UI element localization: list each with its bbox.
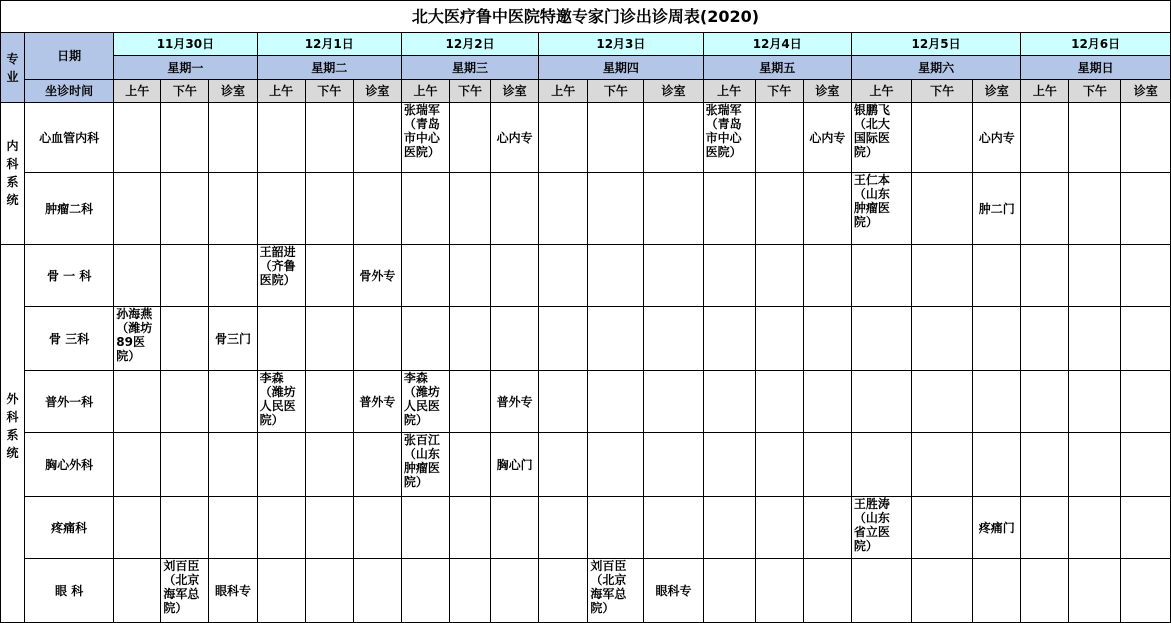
room-cell bbox=[209, 370, 257, 433]
department-name: 骨 一 科 bbox=[25, 244, 114, 307]
empty-cell bbox=[912, 307, 973, 371]
room-cell bbox=[803, 496, 851, 559]
table-row bbox=[1, 433, 1171, 497]
room-cell: 眼科专 bbox=[209, 559, 257, 623]
empty-cell bbox=[161, 102, 209, 173]
empty-cell bbox=[588, 244, 644, 307]
department-name: 心血管内科 bbox=[25, 102, 114, 173]
empty-cell bbox=[851, 370, 911, 433]
day-weekday-header: 星期四 bbox=[539, 56, 703, 79]
empty-cell bbox=[755, 496, 803, 559]
slot-am-header: 上午 bbox=[114, 79, 161, 102]
slot-pm-header: 下午 bbox=[755, 79, 803, 102]
room-cell: 疼痛门 bbox=[973, 496, 1021, 559]
room-cell bbox=[973, 433, 1021, 497]
room-cell: 普外专 bbox=[491, 370, 539, 433]
specialty-header: 专业 bbox=[1, 33, 25, 103]
empty-cell bbox=[257, 496, 305, 559]
room-cell bbox=[1121, 559, 1171, 623]
system-label bbox=[1, 102, 25, 244]
empty-cell bbox=[588, 433, 644, 497]
room-cell bbox=[491, 307, 539, 371]
room-cell bbox=[209, 244, 257, 307]
day-date-header: 12月5日 bbox=[851, 33, 1020, 56]
empty-cell bbox=[755, 244, 803, 307]
room-cell bbox=[209, 102, 257, 173]
empty-cell bbox=[401, 496, 449, 559]
room-cell: 骨三门 bbox=[209, 307, 257, 371]
empty-cell bbox=[305, 244, 353, 307]
doctor-cell bbox=[257, 370, 305, 433]
doctor-info: 张百江（山东肿瘤医院） bbox=[403, 433, 440, 490]
empty-cell bbox=[1021, 433, 1069, 497]
empty-cell bbox=[1021, 559, 1069, 623]
room-cell: 普外专 bbox=[353, 370, 401, 433]
doctor-info: 王韶进（齐鲁医院） bbox=[259, 244, 296, 287]
room-cell bbox=[353, 307, 401, 371]
date-header: 日期 bbox=[25, 33, 114, 79]
day-weekday-header: 星期五 bbox=[703, 56, 851, 79]
empty-cell bbox=[161, 433, 209, 497]
empty-cell bbox=[114, 173, 161, 245]
doctor-info: 银鹏飞（北大国际医院） bbox=[853, 102, 890, 159]
empty-cell bbox=[1021, 173, 1069, 245]
room-cell bbox=[209, 173, 257, 245]
room-cell: 眼科专 bbox=[644, 559, 703, 623]
day-weekday-header: 星期日 bbox=[1021, 56, 1171, 79]
room-cell bbox=[1121, 433, 1171, 497]
room-cell: 肿二门 bbox=[973, 173, 1021, 245]
doctor-cell bbox=[114, 307, 161, 371]
empty-cell bbox=[755, 102, 803, 173]
empty-cell bbox=[755, 173, 803, 245]
slot-am-header: 上午 bbox=[257, 79, 305, 102]
slot-am-header: 上午 bbox=[1021, 79, 1069, 102]
room-cell bbox=[491, 173, 539, 245]
empty-cell bbox=[588, 496, 644, 559]
room-cell bbox=[644, 244, 703, 307]
slot-room-header: 诊室 bbox=[1121, 79, 1171, 102]
day-weekday-header: 星期六 bbox=[851, 56, 1020, 79]
empty-cell bbox=[401, 173, 449, 245]
empty-cell bbox=[703, 496, 755, 559]
empty-cell bbox=[114, 433, 161, 497]
room-cell: 心内专 bbox=[491, 102, 539, 173]
slot-pm-header: 下午 bbox=[450, 79, 491, 102]
empty-cell bbox=[539, 433, 588, 497]
empty-cell bbox=[1021, 102, 1069, 173]
empty-cell bbox=[161, 370, 209, 433]
empty-cell bbox=[257, 307, 305, 371]
empty-cell bbox=[539, 244, 588, 307]
slot-am-header: 上午 bbox=[539, 79, 588, 102]
room-cell bbox=[644, 433, 703, 497]
empty-cell bbox=[1021, 496, 1069, 559]
empty-cell bbox=[114, 496, 161, 559]
slot-pm-header: 下午 bbox=[912, 79, 973, 102]
empty-cell bbox=[450, 559, 491, 623]
doctor-cell bbox=[588, 559, 644, 623]
empty-cell bbox=[703, 433, 755, 497]
empty-cell bbox=[851, 307, 911, 371]
empty-cell bbox=[912, 102, 973, 173]
empty-cell bbox=[305, 307, 353, 371]
department-name: 骨 三科 bbox=[25, 307, 114, 371]
doctor-cell bbox=[401, 433, 449, 497]
empty-cell bbox=[257, 102, 305, 173]
day-date-header: 12月2日 bbox=[401, 33, 538, 56]
slot-am-header: 上午 bbox=[401, 79, 449, 102]
empty-cell bbox=[755, 370, 803, 433]
room-cell bbox=[644, 307, 703, 371]
time-header: 坐诊时间 bbox=[25, 79, 114, 102]
table-row bbox=[1, 102, 1171, 173]
empty-cell bbox=[912, 559, 973, 623]
empty-cell bbox=[305, 173, 353, 245]
room-cell: 骨外专 bbox=[353, 244, 401, 307]
slot-pm-header: 下午 bbox=[588, 79, 644, 102]
slot-am-header: 上午 bbox=[703, 79, 755, 102]
empty-cell bbox=[588, 173, 644, 245]
empty-cell bbox=[912, 496, 973, 559]
day-date-header: 12月1日 bbox=[257, 33, 401, 56]
empty-cell bbox=[755, 433, 803, 497]
slot-room-header: 诊室 bbox=[209, 79, 257, 102]
doctor-cell bbox=[703, 102, 755, 173]
empty-cell bbox=[703, 307, 755, 371]
doctor-info: 张瑞军（青岛市中心医院） bbox=[403, 102, 440, 159]
empty-cell bbox=[1021, 244, 1069, 307]
empty-cell bbox=[161, 244, 209, 307]
system-label-text: 外科系统 bbox=[6, 392, 19, 460]
empty-cell bbox=[588, 102, 644, 173]
room-cell bbox=[973, 559, 1021, 623]
empty-cell bbox=[305, 559, 353, 623]
empty-cell bbox=[161, 307, 209, 371]
slot-room-header: 诊室 bbox=[973, 79, 1021, 102]
empty-cell bbox=[450, 496, 491, 559]
doctor-info: 李森（潍坊人民医院） bbox=[403, 370, 440, 427]
department-name: 眼 科 bbox=[25, 559, 114, 623]
system-label-text: 内科系统 bbox=[6, 139, 19, 208]
empty-cell bbox=[588, 370, 644, 433]
room-cell bbox=[803, 559, 851, 623]
empty-cell bbox=[114, 559, 161, 623]
empty-cell bbox=[703, 173, 755, 245]
empty-cell bbox=[1069, 244, 1121, 307]
room-cell bbox=[491, 244, 539, 307]
empty-cell bbox=[1069, 433, 1121, 497]
room-cell bbox=[803, 173, 851, 245]
empty-cell bbox=[539, 370, 588, 433]
room-cell bbox=[209, 433, 257, 497]
empty-cell bbox=[539, 307, 588, 371]
empty-cell bbox=[450, 173, 491, 245]
empty-cell bbox=[114, 102, 161, 173]
empty-cell bbox=[1069, 370, 1121, 433]
empty-cell bbox=[401, 307, 449, 371]
room-cell bbox=[803, 433, 851, 497]
empty-cell bbox=[401, 244, 449, 307]
day-date-header: 11月30日 bbox=[114, 33, 257, 56]
doctor-cell bbox=[401, 370, 449, 433]
table-row bbox=[1, 559, 1171, 623]
empty-cell bbox=[1069, 173, 1121, 245]
room-cell bbox=[803, 370, 851, 433]
empty-cell bbox=[450, 370, 491, 433]
room-cell bbox=[644, 173, 703, 245]
room-cell: 心内专 bbox=[803, 102, 851, 173]
doctor-cell bbox=[401, 102, 449, 173]
empty-cell bbox=[114, 370, 161, 433]
room-cell bbox=[1121, 244, 1171, 307]
empty-cell bbox=[161, 173, 209, 245]
room-cell bbox=[491, 559, 539, 623]
room-cell bbox=[353, 173, 401, 245]
slot-room-header: 诊室 bbox=[644, 79, 703, 102]
table-row bbox=[1, 370, 1171, 433]
room-cell bbox=[353, 433, 401, 497]
slot-room-header: 诊室 bbox=[803, 79, 851, 102]
empty-cell bbox=[305, 370, 353, 433]
room-cell: 胸心门 bbox=[491, 433, 539, 497]
day-date-header: 12月6日 bbox=[1021, 33, 1171, 56]
empty-cell bbox=[851, 244, 911, 307]
empty-cell bbox=[1021, 370, 1069, 433]
room-cell bbox=[1121, 496, 1171, 559]
empty-cell bbox=[912, 244, 973, 307]
doctor-cell bbox=[161, 559, 209, 623]
room-cell: 心内专 bbox=[973, 102, 1021, 173]
department-name: 胸心外科 bbox=[25, 433, 114, 497]
empty-cell bbox=[588, 307, 644, 371]
room-cell bbox=[973, 307, 1021, 371]
system-label bbox=[1, 244, 25, 622]
slot-pm-header: 下午 bbox=[1069, 79, 1121, 102]
empty-cell bbox=[161, 496, 209, 559]
room-cell bbox=[491, 496, 539, 559]
doctor-cell bbox=[851, 173, 911, 245]
room-cell bbox=[1121, 307, 1171, 371]
empty-cell bbox=[305, 102, 353, 173]
room-cell bbox=[803, 244, 851, 307]
room-cell bbox=[803, 307, 851, 371]
department-name: 肿瘤二科 bbox=[25, 173, 114, 245]
doctor-info: 孙海燕（潍坊89医院） bbox=[116, 307, 153, 364]
room-cell bbox=[353, 559, 401, 623]
empty-cell bbox=[1069, 102, 1121, 173]
doctor-info: 刘百臣（北京海军总院） bbox=[163, 559, 200, 616]
empty-cell bbox=[114, 244, 161, 307]
empty-cell bbox=[703, 370, 755, 433]
empty-cell bbox=[703, 244, 755, 307]
day-weekday-header: 星期二 bbox=[257, 56, 401, 79]
empty-cell bbox=[539, 496, 588, 559]
empty-cell bbox=[1021, 307, 1069, 371]
empty-cell bbox=[912, 173, 973, 245]
empty-cell bbox=[755, 559, 803, 623]
empty-cell bbox=[912, 433, 973, 497]
doctor-info: 张瑞军（青岛市中心医院） bbox=[705, 102, 742, 159]
empty-cell bbox=[851, 433, 911, 497]
empty-cell bbox=[912, 370, 973, 433]
empty-cell bbox=[1069, 559, 1121, 623]
day-date-header: 12月4日 bbox=[703, 33, 851, 56]
room-cell bbox=[644, 496, 703, 559]
day-weekday-header: 星期一 bbox=[114, 56, 257, 79]
table-row bbox=[1, 307, 1171, 371]
empty-cell bbox=[257, 559, 305, 623]
empty-cell bbox=[851, 559, 911, 623]
empty-cell bbox=[539, 102, 588, 173]
slot-pm-header: 下午 bbox=[305, 79, 353, 102]
slot-room-header: 诊室 bbox=[353, 79, 401, 102]
table-row bbox=[1, 173, 1171, 245]
empty-cell bbox=[257, 173, 305, 245]
doctor-cell bbox=[851, 496, 911, 559]
empty-cell bbox=[450, 307, 491, 371]
empty-cell bbox=[539, 173, 588, 245]
empty-cell bbox=[1069, 307, 1121, 371]
day-weekday-header: 星期三 bbox=[401, 56, 538, 79]
room-cell bbox=[353, 496, 401, 559]
room-cell bbox=[209, 496, 257, 559]
department-name: 疼痛科 bbox=[25, 496, 114, 559]
slot-am-header: 上午 bbox=[851, 79, 911, 102]
empty-cell bbox=[703, 559, 755, 623]
room-cell bbox=[973, 370, 1021, 433]
department-name: 普外一科 bbox=[25, 370, 114, 433]
slot-pm-header: 下午 bbox=[161, 79, 209, 102]
doctor-info: 王仁本（山东肿瘤医院） bbox=[853, 173, 890, 230]
room-cell bbox=[353, 102, 401, 173]
empty-cell bbox=[450, 433, 491, 497]
doctor-cell bbox=[851, 102, 911, 173]
slot-room-header: 诊室 bbox=[491, 79, 539, 102]
doctor-cell bbox=[257, 244, 305, 307]
empty-cell bbox=[257, 433, 305, 497]
day-date-header: 12月3日 bbox=[539, 33, 703, 56]
table-row bbox=[1, 496, 1171, 559]
room-cell bbox=[644, 370, 703, 433]
empty-cell bbox=[450, 244, 491, 307]
page-title: 北大医疗鲁中医院特邀专家门诊出诊周表(2020) bbox=[1, 1, 1171, 33]
doctor-info: 刘百臣（北京海军总院） bbox=[590, 559, 627, 616]
doctor-info: 王胜涛（山东省立医院） bbox=[853, 496, 890, 553]
empty-cell bbox=[305, 496, 353, 559]
room-cell bbox=[973, 244, 1021, 307]
room-cell bbox=[1121, 173, 1171, 245]
table-row bbox=[1, 244, 1171, 307]
empty-cell bbox=[755, 307, 803, 371]
room-cell bbox=[644, 102, 703, 173]
empty-cell bbox=[539, 559, 588, 623]
empty-cell bbox=[401, 559, 449, 623]
room-cell bbox=[1121, 102, 1171, 173]
empty-cell bbox=[450, 102, 491, 173]
empty-cell bbox=[1069, 496, 1121, 559]
doctor-info: 李森（潍坊人民医院） bbox=[259, 370, 296, 427]
empty-cell bbox=[305, 433, 353, 497]
room-cell bbox=[1121, 370, 1171, 433]
